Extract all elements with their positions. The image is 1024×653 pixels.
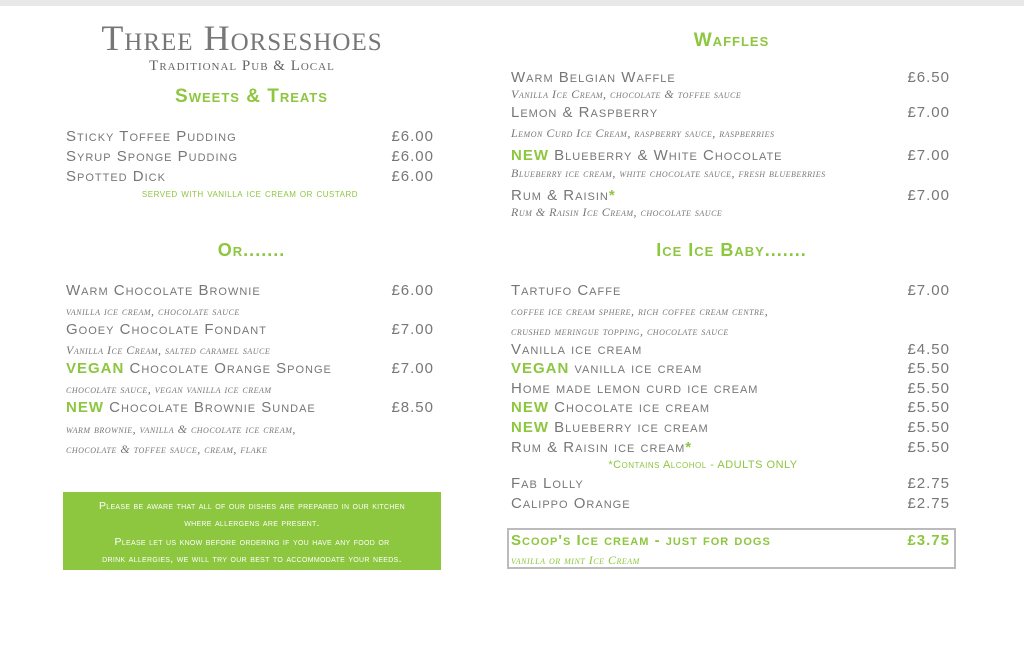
section-heading-sweets: Sweets & Treats <box>175 86 328 107</box>
menu-item-price: £6.00 <box>391 128 434 145</box>
menu-item-description: warm brownie, vanilla & chocolate ice cream, <box>66 422 296 436</box>
menu-item-label: Chocolate Orange Sponge <box>129 360 332 377</box>
menu-item-name <box>511 187 616 204</box>
menu-item-price: £7.00 <box>907 147 950 164</box>
menu-item-name <box>511 439 692 456</box>
sweets-note: served with vanilla ice cream or custard <box>141 188 359 200</box>
menu-item-price: £5.50 <box>907 419 950 436</box>
menu-item-price: £8.50 <box>391 399 434 416</box>
alcohol-note: *Contains Alcohol - ADULTS ONLY <box>608 459 798 471</box>
menu-item-name: Syrup Sponge Pudding <box>66 148 239 165</box>
allergen-line: where allergens are present. <box>184 517 320 529</box>
menu-item-description: coffee ice cream sphere, rich coffee cream centre, <box>511 304 769 318</box>
menu-item-price: £3.75 <box>907 532 950 549</box>
menu-item-price: £7.00 <box>391 360 434 377</box>
section-heading-waffles: Waffles <box>693 30 770 51</box>
menu-item-description: Blueberry ice cream, white chocolate sauce, fresh blueberries <box>511 166 826 180</box>
menu-item-price: £6.00 <box>391 168 434 185</box>
menu-item-price: £7.00 <box>907 104 950 121</box>
new-tag: NEW <box>511 419 549 436</box>
menu-item-label: Rum & Raisin <box>511 187 609 204</box>
allergen-line: drink allergies, we will try our best to accommodate your needs. <box>102 553 402 565</box>
new-tag: NEW <box>511 147 549 164</box>
allergen-notice <box>63 492 441 570</box>
menu-item-name: Calippo Orange <box>511 495 631 512</box>
menu-item-name <box>511 399 710 416</box>
menu-item-price: £5.50 <box>907 380 950 397</box>
menu-item-label: Chocolate Brownie Sundae <box>109 399 316 416</box>
menu-item-price: £5.50 <box>907 439 950 456</box>
menu-item-name: Sticky Toffee Pudding <box>66 128 237 145</box>
section-heading-or: Or....... <box>217 240 286 260</box>
menu-item-description: chocolate sauce, vegan vanilla ice cream <box>66 382 272 396</box>
menu-item-price: £7.00 <box>391 321 434 338</box>
menu-item-name: Fab Lolly <box>511 475 584 492</box>
brand-title: Three Horseshoes <box>101 18 383 58</box>
menu-item-label: vanilla ice cream <box>574 360 703 377</box>
allergen-line: Please let us know before ordering if you have any food or <box>114 536 390 548</box>
menu-item-name <box>511 147 783 164</box>
menu-item-price: £7.00 <box>907 282 950 299</box>
alcohol-star: * <box>608 187 616 204</box>
menu-item-description: vanilla or mint Ice Cream <box>511 553 640 567</box>
menu-item-label: Blueberry ice cream <box>554 419 709 436</box>
alcohol-star: * <box>685 439 693 456</box>
menu-item-price: £6.00 <box>391 282 434 299</box>
menu-item-name: Lemon & Raspberry <box>511 104 659 121</box>
menu-item-description: crushed meringue topping, chocolate sauce <box>511 324 729 338</box>
menu-item-name: Gooey Chocolate Fondant <box>66 321 267 338</box>
menu-item-label: Chocolate ice cream <box>554 399 711 416</box>
menu-item-price: £5.50 <box>907 399 950 416</box>
top-bar <box>0 0 1024 6</box>
menu-item-price: £6.00 <box>391 148 434 165</box>
menu-item-name: Spotted Dick <box>66 168 166 185</box>
menu-item-price: £5.50 <box>907 360 950 377</box>
menu-item-price: £2.75 <box>907 475 950 492</box>
menu-item-label: Rum & Raisin ice cream <box>511 439 686 456</box>
brand-header <box>76 18 408 75</box>
menu-item-name <box>66 360 332 377</box>
allergen-line: Please be aware that all of our dishes are prepared in our kitchen <box>98 500 406 512</box>
menu-item-price: £6.50 <box>907 69 950 86</box>
menu-item-name <box>511 419 709 436</box>
menu-item-name: Warm Belgian Waffle <box>511 69 676 86</box>
menu-item-price: £2.75 <box>907 495 950 512</box>
menu-item-description: chocolate & toffee sauce, cream, flake <box>66 442 268 456</box>
brand-subtitle: Traditional Pub & Local <box>149 58 335 74</box>
menu-item-name: Tartufo Caffe <box>511 282 622 299</box>
menu-item-description: vanilla ice cream, chocolate sauce <box>66 304 240 318</box>
new-tag: NEW <box>511 399 549 416</box>
menu-item-description: Vanilla Ice Cream, salted caramel sauce <box>66 343 271 357</box>
menu-item-name: Scoop's Ice cream - just for dogs <box>511 532 771 549</box>
vegan-tag: VEGAN <box>511 360 570 377</box>
menu-item-label: Blueberry & White Chocolate <box>554 147 783 164</box>
menu-item-name: Home made lemon curd ice cream <box>511 380 759 397</box>
menu-item-description: Lemon Curd Ice Cream, raspberry sauce, raspberries <box>511 126 775 140</box>
menu-item-name <box>66 399 316 416</box>
menu-item-name: Warm Chocolate Brownie <box>66 282 261 299</box>
menu-item-description: Rum & Raisin Ice Cream, chocolate sauce <box>511 205 723 219</box>
vegan-tag: VEGAN <box>66 360 125 377</box>
menu-item-name: Vanilla ice cream <box>511 341 643 358</box>
menu-item-name <box>511 360 702 377</box>
new-tag: NEW <box>66 399 104 416</box>
menu-item-description: Vanilla Ice Cream, chocolate & toffee sauce <box>511 87 742 101</box>
menu-item-price: £4.50 <box>907 341 950 358</box>
section-heading-ice-cream: Ice Ice Baby....... <box>656 240 807 260</box>
menu-item-price: £7.00 <box>907 187 950 204</box>
